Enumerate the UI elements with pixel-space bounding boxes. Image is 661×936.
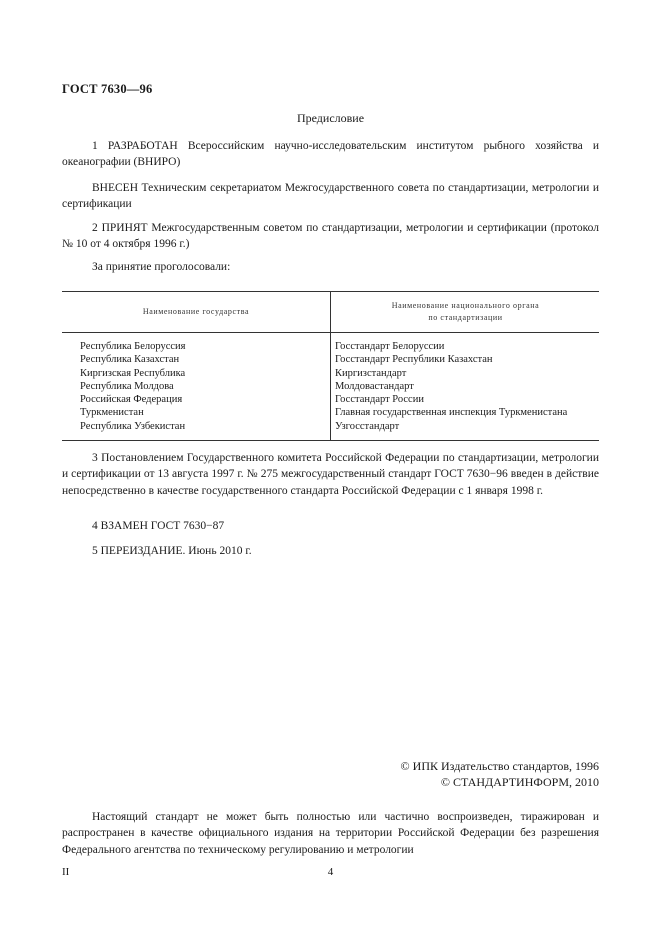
table-cell-state: Республика Казахстан [80, 354, 180, 366]
table-cell-state: Туркменистан [80, 407, 144, 419]
table-cell-state: Республика Белоруссия [80, 341, 186, 352]
copyright-block [401, 758, 599, 790]
reproduction-notice: Настоящий стандарт не может быть полностью или частично воспроизведен, тиражирован и распространен в качестве официального издания на территории Российской Федерации без разрешения Федерального агентства по техническому регулированию и метрологии [62, 811, 599, 856]
table-column-divider [330, 332, 331, 440]
table-cell-state: Республика Узбекистан [80, 420, 186, 432]
table-cell-state: Российская Федерация [80, 394, 183, 406]
table-cell-body: Госстандарт Республики Казахстан [335, 354, 493, 366]
section-title: Предисловие [296, 111, 365, 125]
table-header-row [62, 292, 599, 333]
table-cell-state: Киргизская Республика [80, 367, 186, 379]
paragraph-reissue: 5 ПЕРЕИЗДАНИЕ. Июнь 2010 г. [92, 545, 252, 557]
table-header-body-line1: Наименование национального органа [391, 301, 540, 310]
table-cell-body: Госстандарт России [335, 394, 424, 406]
table-cell-body: Узгосстандарт [335, 420, 400, 432]
paragraph-enacted: 3 Постановлением Государственного комитета Российской Федерации по стандартизации, метрологии и сертификации от 13 августа 1997 г. № 275 межгосударственный стандарт ГОСТ 7630−96 введен в действие непосредственно в качестве государственного стандарта Российской Федерации с 1 января 1998 г. [62, 452, 599, 497]
copyright-line: © ИПК Издательство стандартов, 1996 [400, 759, 599, 773]
table-header-state: Наименование государства [142, 307, 250, 317]
voting-table [62, 291, 599, 441]
footer-roman-numeral: II [62, 866, 70, 878]
standard-code: ГОСТ 7630—96 [62, 82, 153, 96]
table-states-column [80, 340, 325, 433]
paragraph-submitted-by: ВНЕСЕН Техническим секретариатом Межгосударственного совета по стандартизации, метрологии и сертификации [62, 182, 599, 211]
table-header-body [330, 292, 600, 332]
paragraph-developed-by: 1 РАЗРАБОТАН Всероссийским научно-исследовательским институтом рыбного хозяйства и океанографии (ВНИРО) [62, 140, 599, 169]
table-cell-body: Молдовастандарт [335, 380, 414, 392]
table-cell-state: Республика Молдова [80, 380, 174, 392]
copyright-line: © СТАНДАРТИНФОРМ, 2010 [440, 775, 599, 790]
page-number: 4 [327, 866, 334, 878]
paragraph-replaces: 4 ВЗАМЕН ГОСТ 7630−87 [92, 520, 225, 532]
paragraph-voted-for: За принятие проголосовали: [92, 261, 231, 273]
paragraph-adopted-by: 2 ПРИНЯТ Межгосударственным советом по стандартизации, метрологии и сертификации (протокол № 10 от 4 октября 1996 г.) [62, 222, 599, 251]
table-bodies-column [335, 340, 599, 433]
table-header-body-line2: по стандартизации [428, 313, 503, 322]
table-cell-body: Госстандарт Белоруссии [335, 341, 445, 352]
table-cell-body: Главная государственная инспекция Туркменистана [335, 407, 568, 419]
table-cell-body: Киргизстандарт [335, 367, 407, 379]
